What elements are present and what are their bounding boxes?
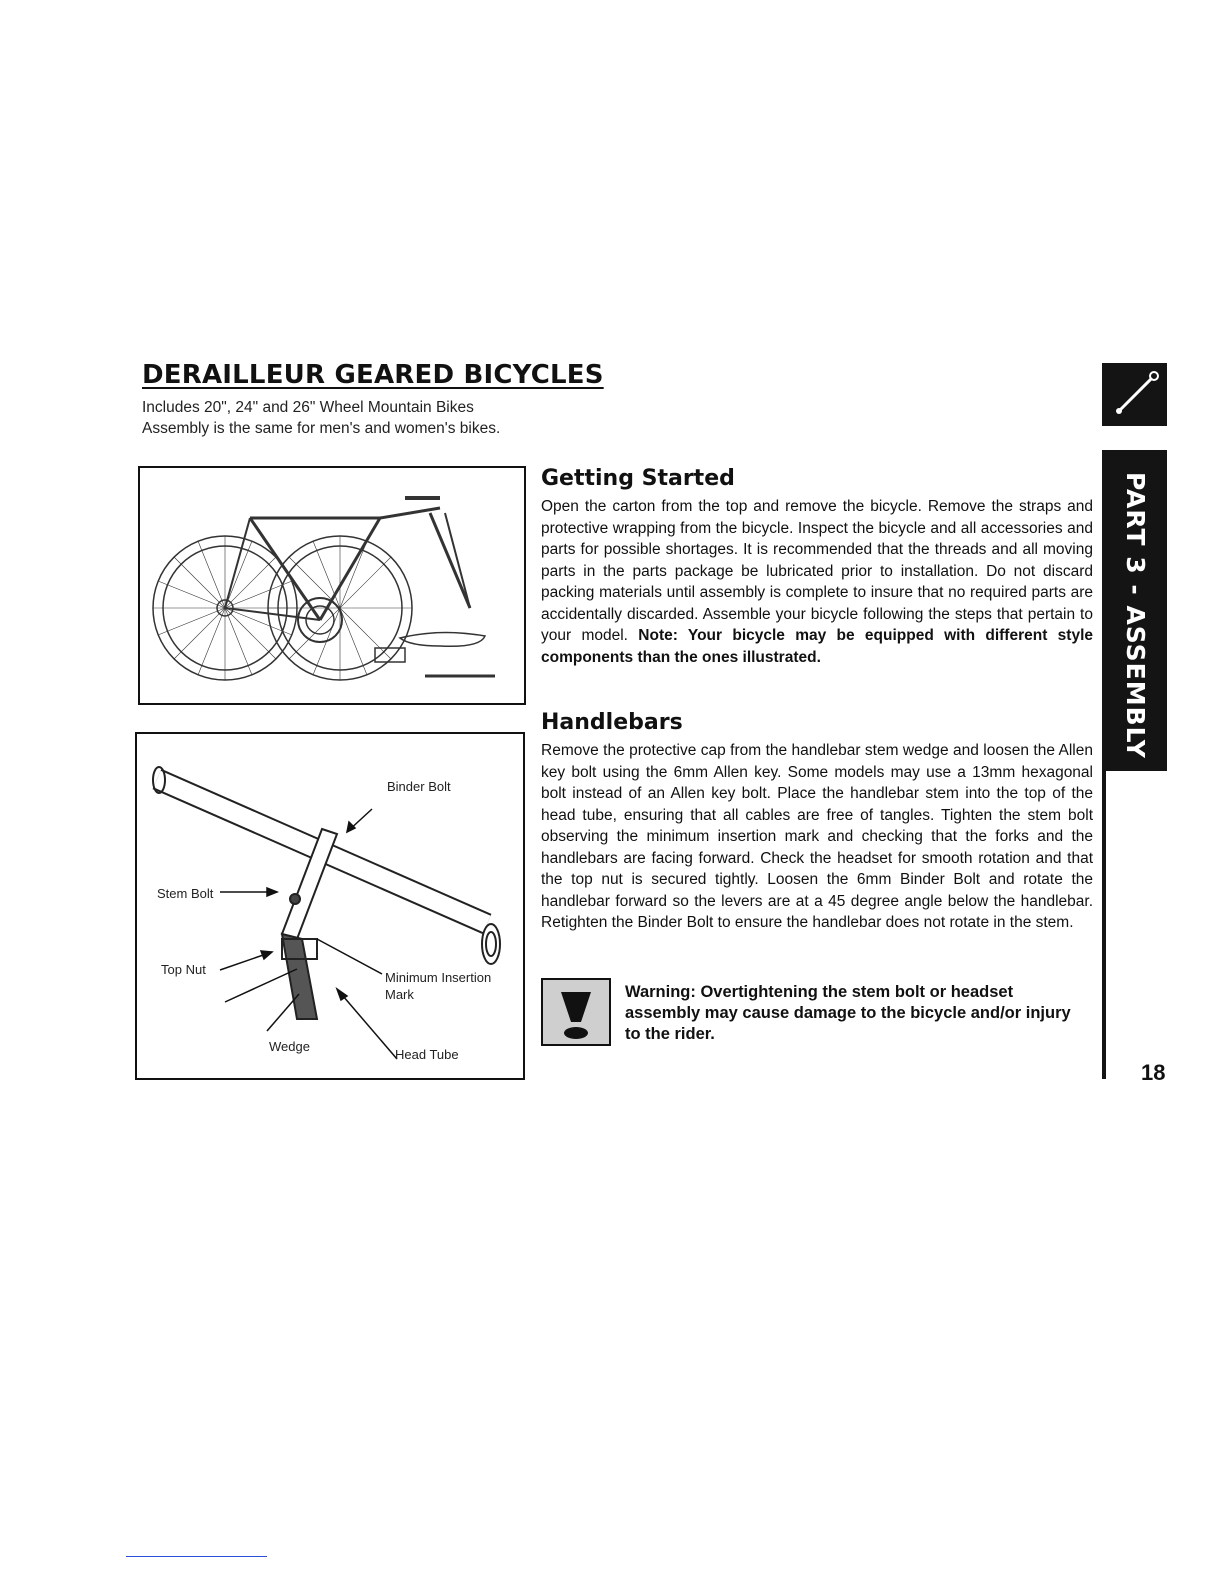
handlebar-illustration [137,734,523,1078]
side-rule [1102,771,1106,1079]
getting-started-body [541,496,1093,668]
page-title: DERAILLEUR GEARED BICYCLES [142,360,604,390]
label-stem-bolt: Stem Bolt [157,886,214,901]
footer-line [126,1556,267,1557]
label-binder-bolt: Binder Bolt [387,779,451,794]
getting-started-note: Note: Your bicycle may be equipped with different style components than the ones illustrated. [541,627,1093,666]
label-top-nut: Top Nut [161,962,206,977]
getting-started-text: Open the carton from the top and remove the bicycle. Remove the straps and protective wrapping from the bicycle. Inspect the bicycle and all accessories and parts for possible shortages. It is recommended that the threads and all moving parts in the parts package be lubricated prior to installation. Do not discard packing materials until assembly is complete to insure that no required parts are accidentally discarded. Assemble your bicycle following the steps that pertain to your model. [541,498,1093,644]
side-tab-gap [1102,426,1167,450]
label-mark: Mark [385,987,414,1002]
getting-started-heading: Getting Started [541,466,735,491]
side-tab-label: PART 3 - ASSEMBLY [1121,471,1150,759]
warning-text: Warning: Overtightening the stem bolt or headset assembly may cause damage to the bicycle and/or injury to the rider. [625,983,1071,1043]
bicycle-illustration [140,468,524,703]
label-head-tube: Head Tube [395,1047,459,1062]
label-minimum-insertion: Minimum Insertion [385,970,492,985]
wrench-icon [1112,368,1162,418]
handlebars-body: Remove the protective cap from the handlebar stem wedge and loosen the Allen key bolt using the 6mm Allen key. Some models may use a 13mm hexagonal bolt instead of an Allen key bolt. Place the handlebar stem into the top of the head tube, ensuring that all cables are free of tangles. Tighten the stem bolt observing the minimum insertion mark and checking that the forks and the handlebars are facing forward. Check the headset for smooth rotation and that the top nut is secured tightly. Loosen the 6mm Binder Bolt and rotate the handlebar forward so the levers are at a 45 degree angle below the handlebar. Retighten the Binder Bolt to ensure the handlebar does not rotate in the stem. [541,742,1093,931]
subtitle-line-2: Assembly is the same for men's and women's bikes. [142,420,501,437]
page-number: 18 [1141,1060,1166,1085]
warning-icon [541,978,611,1046]
bicycle-figure [138,466,526,705]
handlebar-figure [135,732,525,1080]
subtitle-line-1: Includes 20", 24" and 26" Wheel Mountain Bikes [142,399,474,416]
handlebars-heading: Handlebars [541,710,683,735]
label-wedge: Wedge [269,1039,310,1054]
